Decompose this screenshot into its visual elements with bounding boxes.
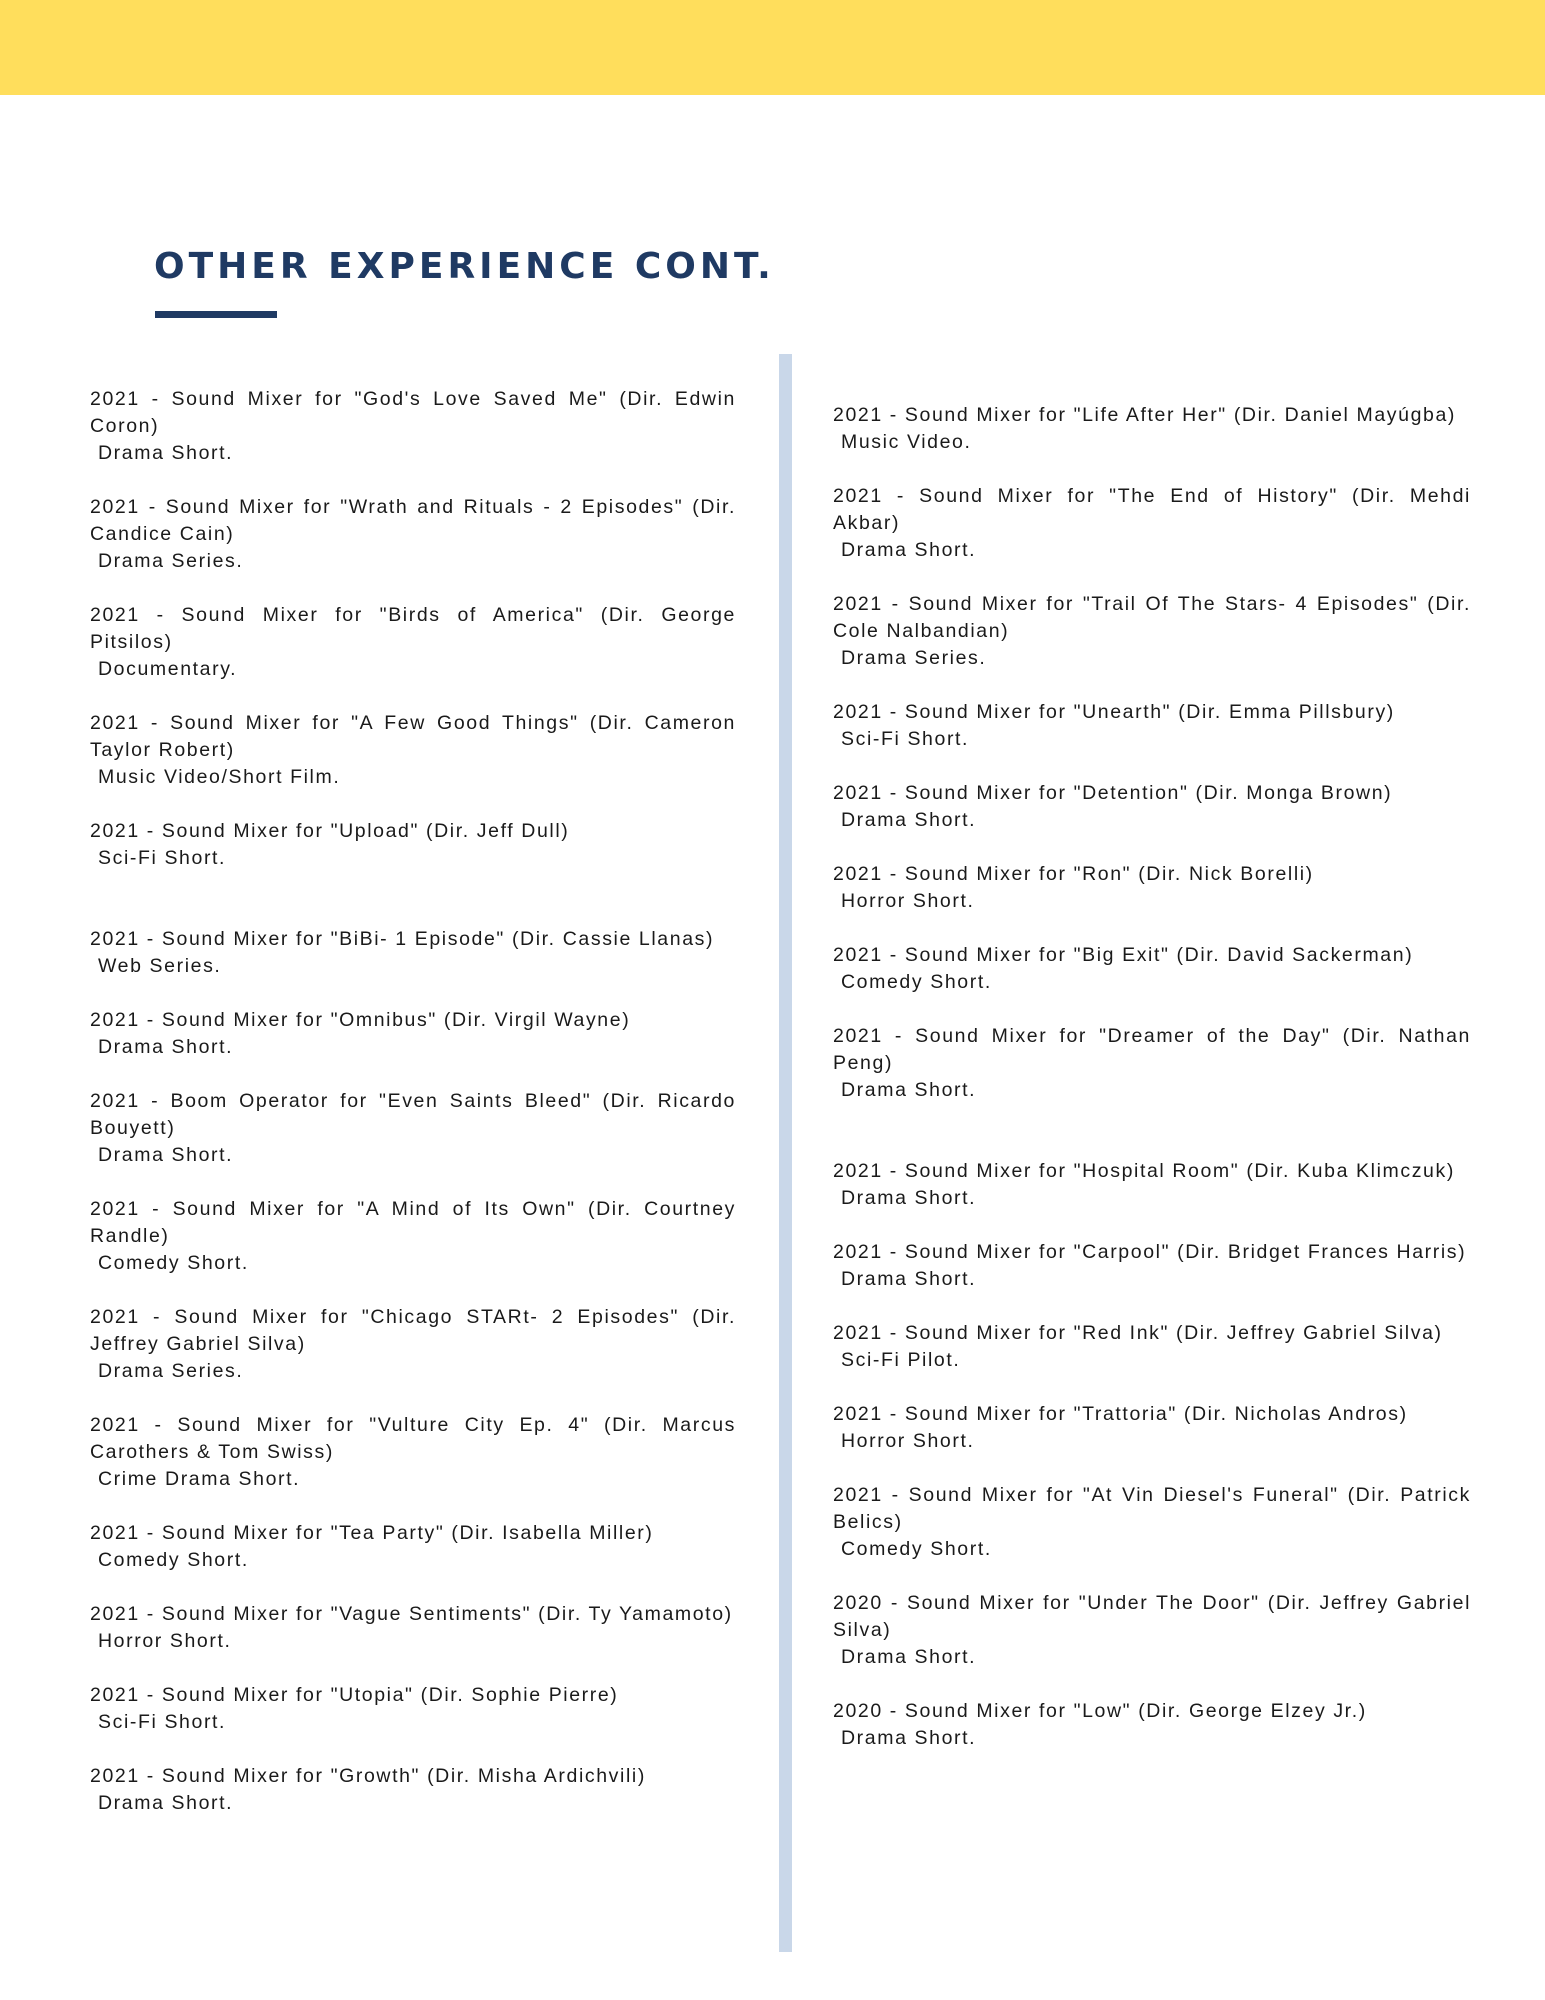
credit-genre: Drama Short. — [841, 1727, 977, 1749]
credit-genre: Music Video/Short Film. — [98, 766, 341, 788]
credit-entry — [833, 1698, 1471, 1752]
credit-text: 2021 - Sound Mixer for "Trattoria" (Dir. Nicholas Andros) — [833, 1403, 1408, 1425]
credit-genre: Drama Short. — [98, 1144, 234, 1166]
credit-genre: Drama Short. — [841, 1646, 977, 1668]
credit-genre: Comedy Short. — [841, 971, 992, 993]
credit-entry — [833, 1590, 1471, 1671]
credit-entry — [90, 818, 736, 872]
credit-text: 2020 - Sound Mixer for "Low" (Dir. George Elzey Jr.) — [833, 1700, 1367, 1722]
credit-text: 2021 - Sound Mixer for "Omnibus" (Dir. Virgil Wayne) — [90, 1009, 631, 1031]
credit-entry — [90, 1304, 736, 1385]
credit-entry — [90, 1007, 736, 1061]
credit-genre: Web Series. — [98, 955, 222, 977]
credit-genre: Music Video. — [841, 431, 972, 453]
credit-text: 2021 - Sound Mixer for "Big Exit" (Dir. David Sackerman) — [833, 944, 1414, 966]
credit-text: 2021 - Sound Mixer for "A Mind of Its Own" (Dir. Courtney Randle) — [90, 1198, 736, 1247]
credit-genre: Comedy Short. — [98, 1549, 249, 1571]
credit-entry — [833, 699, 1471, 753]
left-credits-column — [90, 386, 736, 1844]
credit-genre: Comedy Short. — [98, 1252, 249, 1274]
credit-genre: Drama Series. — [841, 647, 987, 669]
credit-text: 2021 - Sound Mixer for "Trail Of The Stars- 4 Episodes" (Dir. Cole Nalbandian) — [833, 593, 1471, 642]
top-color-band — [0, 0, 1545, 95]
title-underline — [155, 311, 277, 318]
credit-entry — [833, 483, 1471, 564]
credit-entry — [90, 494, 736, 575]
credit-genre: Drama Short. — [98, 442, 234, 464]
credit-entry — [833, 1023, 1471, 1104]
credit-entry — [90, 710, 736, 791]
credit-genre: Drama Short. — [841, 809, 977, 831]
credit-text: 2021 - Sound Mixer for "Carpool" (Dir. Bridget Frances Harris) — [833, 1241, 1467, 1263]
credit-genre: Drama Short. — [98, 1036, 234, 1058]
credit-text: 2021 - Sound Mixer for "Dreamer of the Day" (Dir. Nathan Peng) — [833, 1025, 1471, 1074]
credit-text: 2021 - Sound Mixer for "Detention" (Dir. Monga Brown) — [833, 782, 1393, 804]
credit-text: 2021 - Sound Mixer for "Growth" (Dir. Misha Ardichvili) — [90, 1765, 646, 1787]
credit-entry — [833, 402, 1471, 456]
credit-genre: Horror Short. — [841, 890, 975, 912]
page-title: OTHER EXPERIENCE CONT. — [154, 246, 775, 287]
credit-text: 2021 - Sound Mixer for "A Few Good Things" (Dir. Cameron Taylor Robert) — [90, 712, 736, 761]
credit-genre: Drama Short. — [98, 1792, 234, 1814]
credit-genre: Sci-Fi Short. — [841, 728, 970, 750]
credit-text: 2021 - Sound Mixer for "The End of History" (Dir. Mehdi Akbar) — [833, 485, 1471, 534]
credit-text: 2021 - Sound Mixer for "Birds of America" (Dir. George Pitsilos) — [90, 604, 736, 653]
credit-text: 2021 - Sound Mixer for "Red Ink" (Dir. Jeffrey Gabriel Silva) — [833, 1322, 1443, 1344]
credit-entry — [90, 1196, 736, 1277]
credit-entry — [833, 861, 1471, 915]
credit-text: 2021 - Sound Mixer for "Unearth" (Dir. Emma Pillsbury) — [833, 701, 1395, 723]
column-divider — [779, 354, 792, 1952]
credit-entry — [833, 1482, 1471, 1563]
credit-text: 2021 - Sound Mixer for "Upload" (Dir. Jeff Dull) — [90, 820, 570, 842]
credit-text: 2021 - Boom Operator for "Even Saints Bleed" (Dir. Ricardo Bouyett) — [90, 1090, 736, 1139]
credit-text: 2021 - Sound Mixer for "Hospital Room" (Dir. Kuba Klimczuk) — [833, 1160, 1455, 1182]
credit-genre: Drama Short. — [841, 1079, 977, 1101]
credit-entry — [833, 1401, 1471, 1455]
credit-genre: Sci-Fi Pilot. — [841, 1349, 961, 1371]
credit-genre: Documentary. — [98, 658, 238, 680]
credit-text: 2021 - Sound Mixer for "At Vin Diesel's Funeral" (Dir. Patrick Belics) — [833, 1484, 1471, 1533]
credit-genre: Drama Short. — [841, 1268, 977, 1290]
credit-genre: Horror Short. — [98, 1630, 232, 1652]
credit-entry — [90, 602, 736, 683]
credit-text: 2020 - Sound Mixer for "Under The Door" (Dir. Jeffrey Gabriel Silva) — [833, 1592, 1471, 1641]
credit-genre: Drama Short. — [841, 1187, 977, 1209]
credit-entry — [833, 591, 1471, 672]
credit-text: 2021 - Sound Mixer for "Wrath and Rituals - 2 Episodes" (Dir. Candice Cain) — [90, 496, 736, 545]
credit-genre: Drama Short. — [841, 539, 977, 561]
credit-entry — [90, 1412, 736, 1493]
credit-text: 2021 - Sound Mixer for "Life After Her" (Dir. Daniel Mayúgba) — [833, 404, 1457, 426]
credit-entry — [833, 1239, 1471, 1293]
credit-entry — [90, 1763, 736, 1817]
credit-genre: Sci-Fi Short. — [98, 847, 227, 869]
credit-entry — [833, 1158, 1471, 1212]
credit-entry — [833, 780, 1471, 834]
credit-entry — [90, 1682, 736, 1736]
credit-entry — [833, 942, 1471, 996]
credit-entry — [90, 386, 736, 467]
credit-entry — [90, 1601, 736, 1655]
credit-text: 2021 - Sound Mixer for "BiBi- 1 Episode" (Dir. Cassie Llanas) — [90, 928, 715, 950]
credit-text: 2021 - Sound Mixer for "Ron" (Dir. Nick Borelli) — [833, 863, 1314, 885]
credit-genre: Sci-Fi Short. — [98, 1711, 227, 1733]
credit-text: 2021 - Sound Mixer for "Utopia" (Dir. Sophie Pierre) — [90, 1684, 619, 1706]
credit-text: 2021 - Sound Mixer for "Tea Party" (Dir. Isabella Miller) — [90, 1522, 654, 1544]
credit-text: 2021 - Sound Mixer for "God's Love Saved Me" (Dir. Edwin Coron) — [90, 388, 736, 437]
credit-text: 2021 - Sound Mixer for "Vague Sentiments" (Dir. Ty Yamamoto) — [90, 1603, 733, 1625]
credit-genre: Crime Drama Short. — [98, 1468, 301, 1490]
credit-genre: Drama Series. — [98, 550, 244, 572]
credit-entry — [90, 1088, 736, 1169]
right-credits-column — [833, 402, 1471, 1779]
credit-genre: Drama Series. — [98, 1360, 244, 1382]
credit-text: 2021 - Sound Mixer for "Vulture City Ep. 4" (Dir. Marcus Carothers & Tom Swiss) — [90, 1414, 736, 1463]
credit-entry — [833, 1320, 1471, 1374]
credit-text: 2021 - Sound Mixer for "Chicago STARt- 2 Episodes" (Dir. Jeffrey Gabriel Silva) — [90, 1306, 736, 1355]
credit-entry — [90, 926, 736, 980]
credit-entry — [90, 1520, 736, 1574]
credit-genre: Comedy Short. — [841, 1538, 992, 1560]
credit-genre: Horror Short. — [841, 1430, 975, 1452]
